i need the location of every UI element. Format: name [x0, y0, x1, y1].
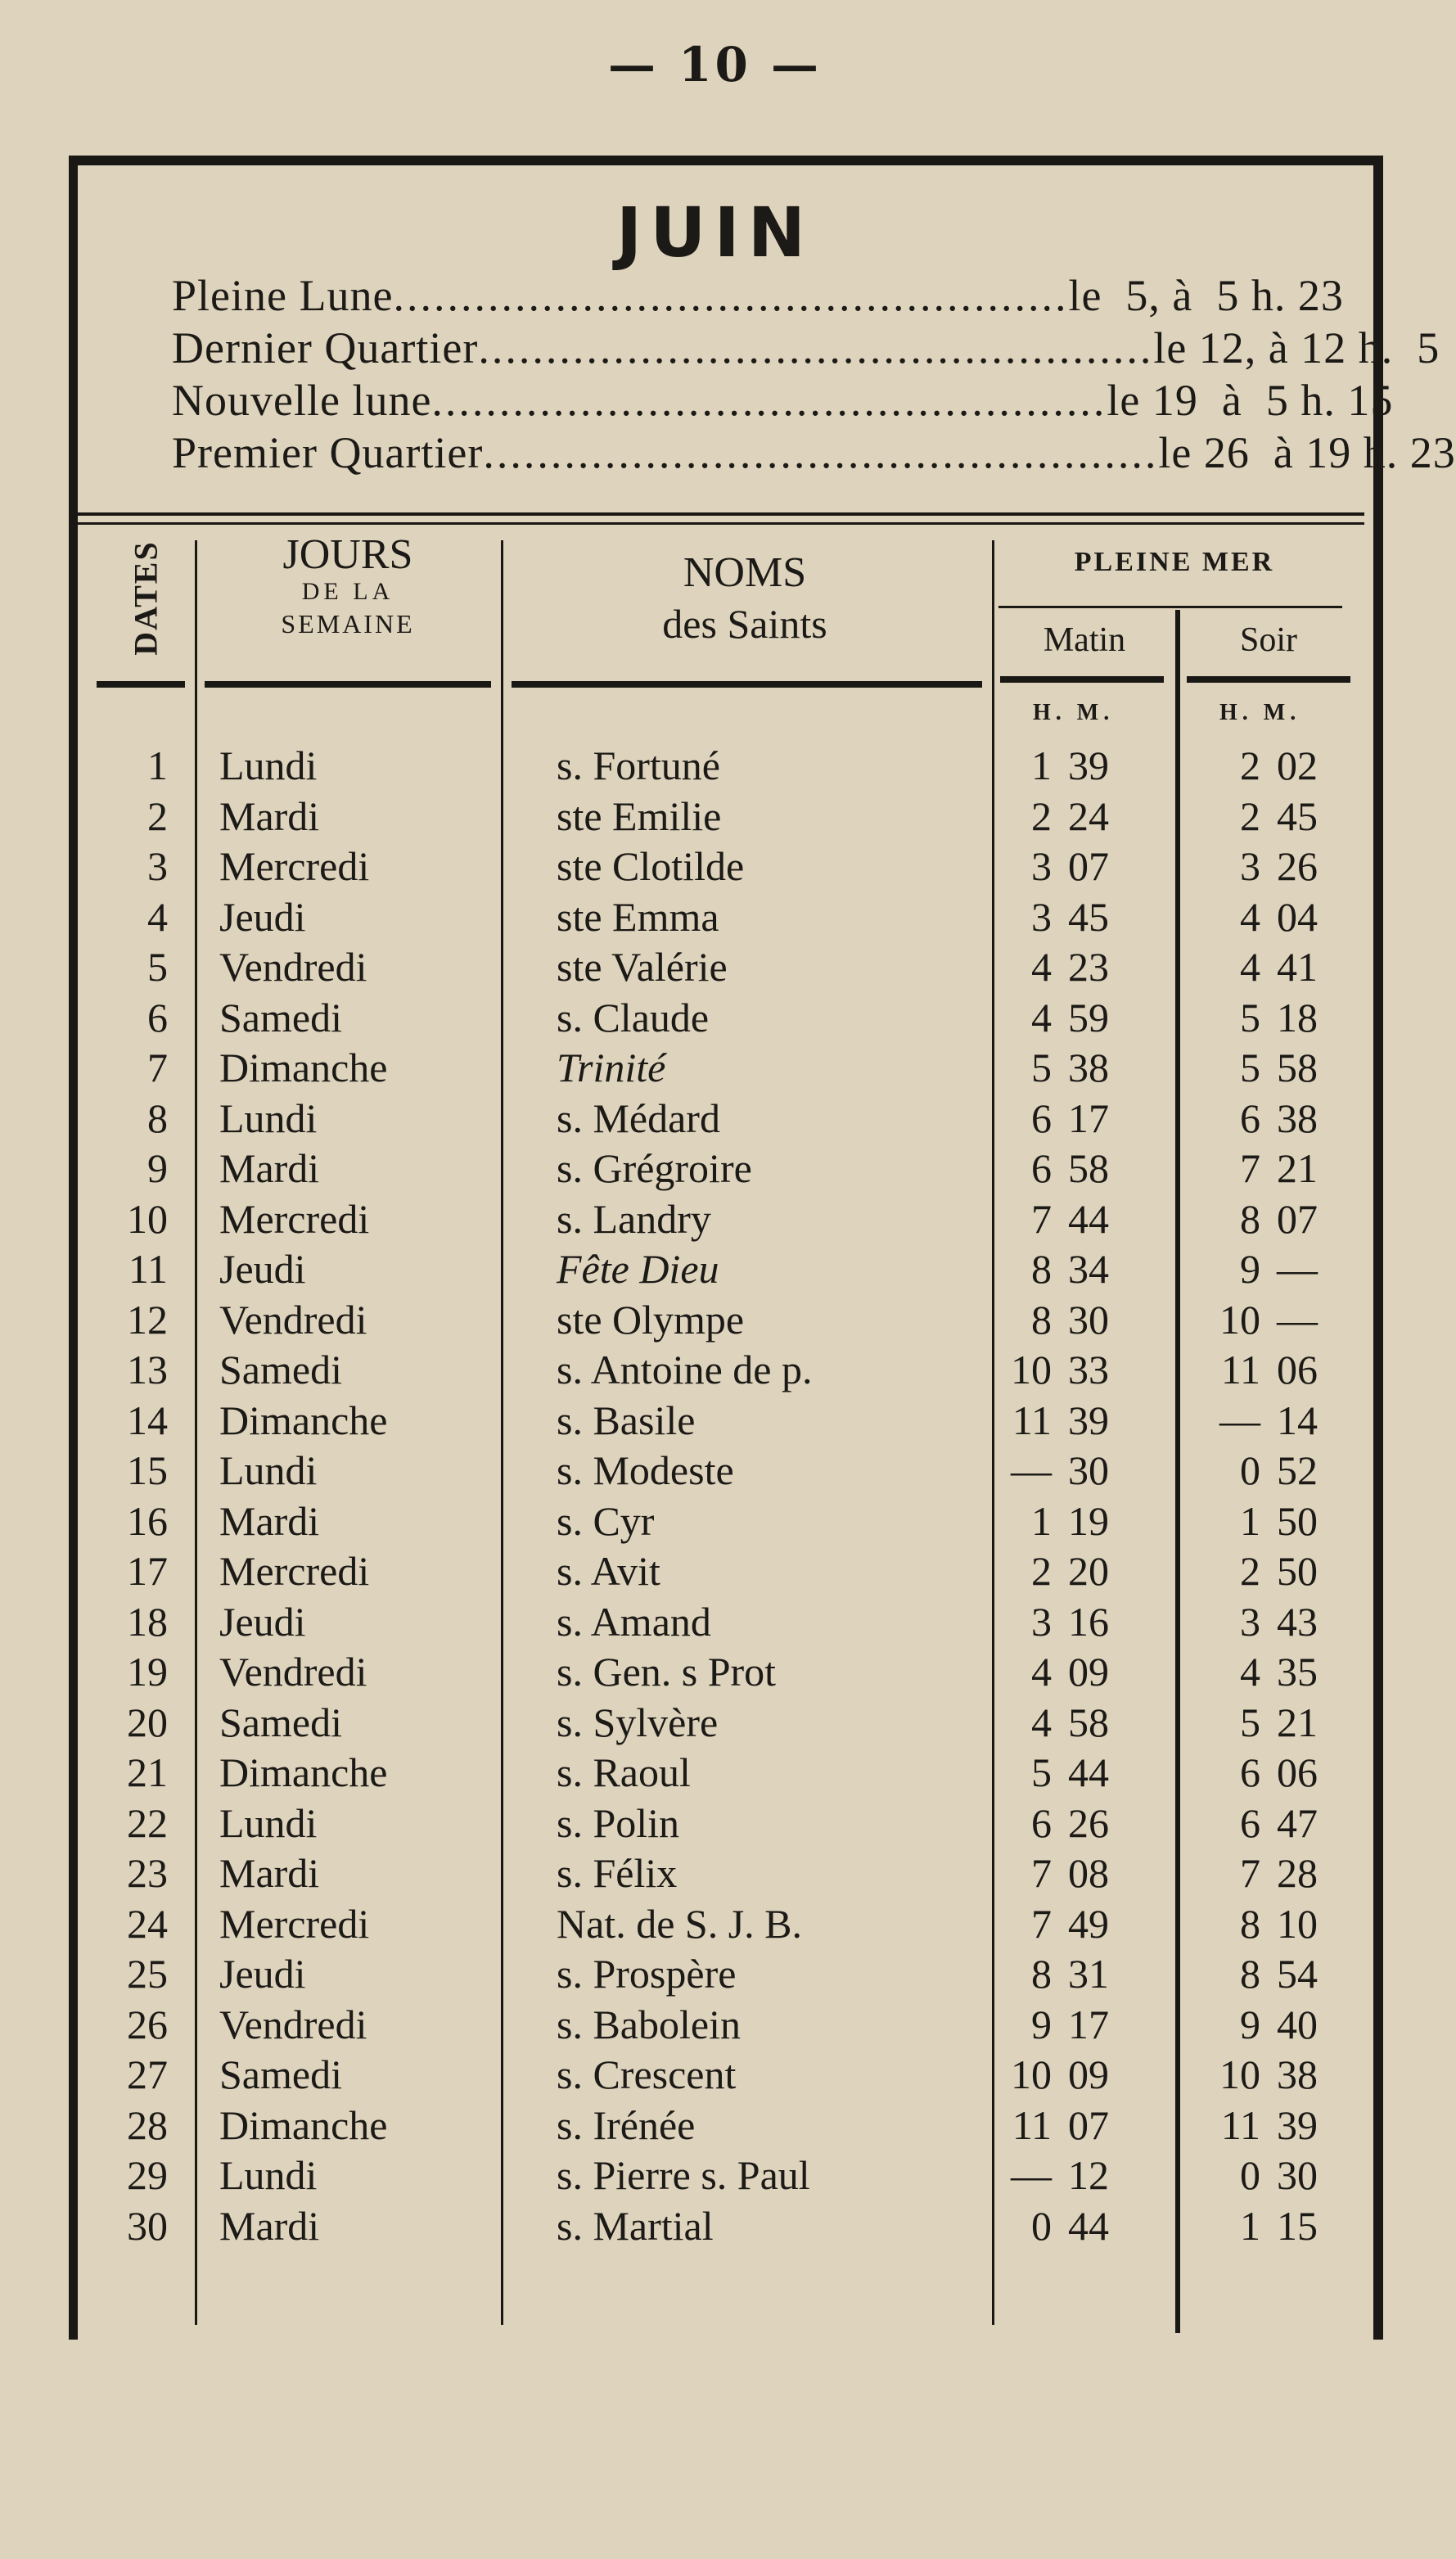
phase-name: Premier Quartier	[172, 428, 484, 477]
phase-date: le 5, à 5 h. 23	[1068, 271, 1344, 320]
table-row	[0, 1546, 1430, 1597]
evening-hour-cell: 10	[1219, 1296, 1260, 1343]
evening-hour-cell: 9	[1240, 1246, 1260, 1292]
leader-dots: ..................................................	[478, 323, 1154, 372]
date-cell: 13	[127, 1347, 168, 1392]
morning-minute-cell: 49	[1068, 1900, 1109, 1947]
morning-hour-cell: 8	[1031, 1951, 1052, 1997]
table-row	[0, 1043, 1430, 1094]
evening-hour-cell: —	[1219, 1397, 1260, 1443]
saint-cell: s. Babolein	[557, 2001, 741, 2047]
day-cell: Dimanche	[219, 2101, 388, 2148]
saint-cell: s. Sylvère	[557, 1699, 719, 1745]
table-row	[0, 741, 1430, 792]
morning-hour-cell: 7	[1031, 1850, 1052, 1896]
saint-cell: ste Olympe	[557, 1296, 745, 1343]
morning-minute-cell: 16	[1068, 1598, 1109, 1645]
table-row	[0, 1396, 1430, 1446]
morning-hour-cell: 11	[1012, 2101, 1052, 2148]
morning-hour-cell: 0	[1031, 2202, 1052, 2249]
day-cell: Jeudi	[219, 1598, 306, 1645]
saint-cell: s. Grégroire	[557, 1145, 752, 1191]
saint-cell: Fête Dieu	[557, 1246, 719, 1292]
phase-date: le 12, à 12 h. 5	[1153, 323, 1440, 372]
day-cell: Dimanche	[219, 1397, 388, 1443]
evening-hour-cell: 5	[1240, 994, 1260, 1040]
date-cell: 21	[127, 1749, 168, 1795]
date-cell: 5	[147, 944, 168, 990]
table-row	[0, 1144, 1430, 1194]
header-rule	[1000, 676, 1164, 683]
evening-hour-cell: 11	[1220, 1347, 1260, 1392]
morning-minute-cell: 12	[1068, 2152, 1109, 2198]
day-cell: Lundi	[219, 1799, 318, 1846]
evening-hour-cell: 4	[1240, 944, 1260, 990]
header-jours	[196, 532, 499, 642]
evening-minute-cell: 30	[1277, 2152, 1318, 2198]
date-cell: 2	[147, 792, 168, 839]
saint-cell: s. Médard	[557, 1094, 720, 1141]
morning-hour-cell: 10	[1011, 2051, 1052, 2097]
evening-hour-cell: 0	[1240, 2152, 1260, 2198]
table-row	[0, 1848, 1430, 1899]
saint-cell: s. Antoine de p.	[557, 1347, 813, 1392]
evening-minute-cell: 28	[1277, 1850, 1318, 1896]
morning-minute-cell: 39	[1068, 1397, 1109, 1443]
morning-hour-cell: 4	[1031, 994, 1052, 1040]
table-row	[0, 1496, 1430, 1547]
morning-minute-cell: 38	[1068, 1045, 1109, 1090]
saint-cell: s. Martial	[557, 2202, 714, 2249]
morning-minute-cell: 09	[1068, 2051, 1109, 2097]
date-cell: 6	[147, 994, 168, 1040]
header-soir: Soir	[1239, 621, 1297, 659]
day-cell: Samedi	[219, 2051, 342, 2097]
saint-cell: s. Avit	[557, 1548, 660, 1594]
phase-date: le 26 à 19 h. 23	[1158, 428, 1456, 477]
header-hm-matin: H. M.	[1033, 700, 1115, 725]
saint-cell: Trinité	[557, 1045, 666, 1090]
date-cell: 7	[147, 1045, 168, 1090]
header-jours-line3: SEMAINE	[281, 609, 415, 639]
evening-hour-cell: 4	[1240, 1649, 1260, 1695]
morning-minute-cell: 19	[1068, 1497, 1109, 1544]
evening-minute-cell: 52	[1277, 1447, 1318, 1493]
table-row	[0, 1899, 1430, 1950]
morning-minute-cell: 26	[1068, 1799, 1109, 1846]
saint-cell: s. Claude	[557, 994, 710, 1040]
leader-dots: ..................................................	[393, 271, 1069, 320]
header-noms	[503, 547, 986, 648]
morning-hour-cell: 2	[1031, 1548, 1052, 1594]
leader-dots: ..................................................	[483, 428, 1159, 477]
morning-hour-cell: 3	[1031, 1598, 1052, 1645]
moon-phase-row	[172, 323, 1440, 375]
morning-minute-cell: 59	[1068, 994, 1109, 1040]
moon-phase-row	[172, 270, 1344, 323]
date-cell: 4	[147, 893, 168, 940]
evening-minute-cell: 21	[1277, 1699, 1318, 1745]
morning-hour-cell: 9	[1031, 2001, 1052, 2047]
morning-hour-cell: 5	[1031, 1749, 1052, 1795]
morning-minute-cell: 07	[1068, 843, 1109, 889]
day-cell: Mercredi	[219, 1900, 370, 1947]
header-pleine-mer: PLEINE MER	[1074, 547, 1275, 577]
day-cell: Samedi	[219, 994, 342, 1040]
evening-hour-cell: 8	[1240, 1951, 1260, 1997]
moon-phase-row	[172, 427, 1456, 480]
morning-hour-cell: 8	[1031, 1246, 1052, 1292]
evening-hour-cell: 2	[1240, 792, 1260, 839]
morning-hour-cell: 10	[1011, 1347, 1052, 1392]
phase-name: Dernier Quartier	[172, 323, 479, 372]
morning-hour-cell: 11	[1012, 1397, 1052, 1443]
day-cell: Mardi	[219, 2202, 320, 2249]
saint-cell: s. Landry	[557, 1195, 711, 1242]
day-cell: Mardi	[219, 1850, 320, 1896]
table-row	[0, 1748, 1430, 1799]
date-cell: 25	[127, 1951, 168, 1997]
day-cell: Mardi	[219, 792, 320, 839]
day-cell: Samedi	[219, 1699, 342, 1745]
evening-hour-cell: 7	[1240, 1850, 1260, 1896]
date-cell: 30	[127, 2202, 168, 2249]
evening-minute-cell: 35	[1277, 1649, 1318, 1695]
phase-date: le 19 à 5 h. 15	[1107, 376, 1394, 425]
date-cell: 28	[127, 2101, 168, 2148]
table-row	[0, 1949, 1430, 2000]
saint-cell: s. Prospère	[557, 1951, 737, 1997]
evening-minute-cell: 38	[1277, 2051, 1318, 2097]
saint-cell: s. Raoul	[557, 1749, 691, 1795]
evening-minute-cell: 41	[1277, 944, 1318, 990]
evening-minute-cell: 45	[1277, 792, 1318, 839]
date-cell: 22	[127, 1799, 168, 1846]
date-cell: 1	[147, 742, 168, 788]
saint-cell: s. Basile	[557, 1397, 696, 1443]
saint-cell: ste Emma	[557, 893, 719, 940]
saint-cell: Nat. de S. J. B.	[557, 1900, 802, 1947]
header-rule	[97, 681, 185, 688]
header-rule	[998, 606, 1342, 608]
header-jours-line2: DE LA	[301, 578, 394, 605]
evening-minute-cell: 39	[1277, 2101, 1318, 2148]
table-row	[0, 2201, 1430, 2252]
saint-cell: s. Polin	[557, 1799, 680, 1846]
morning-hour-cell: —	[1011, 1447, 1052, 1493]
saint-cell: s. Crescent	[557, 2051, 737, 2097]
evening-minute-cell: 10	[1277, 1900, 1318, 1947]
date-cell: 23	[127, 1850, 168, 1896]
morning-minute-cell: 45	[1068, 893, 1109, 940]
morning-minute-cell: 44	[1068, 1749, 1109, 1795]
morning-hour-cell: 6	[1031, 1094, 1052, 1141]
evening-hour-cell: 8	[1240, 1900, 1260, 1947]
morning-minute-cell: 08	[1068, 1850, 1109, 1896]
header-hm-soir: H. M.	[1219, 700, 1301, 725]
morning-hour-cell: 6	[1031, 1799, 1052, 1846]
date-cell: 18	[127, 1598, 168, 1645]
morning-hour-cell: 5	[1031, 1045, 1052, 1090]
morning-hour-cell: 4	[1031, 1649, 1052, 1695]
date-cell: 19	[127, 1649, 168, 1695]
month-title: JUIN	[615, 192, 814, 273]
date-cell: 27	[127, 2051, 168, 2097]
morning-minute-cell: 44	[1068, 1195, 1109, 1242]
day-cell: Dimanche	[219, 1045, 388, 1090]
morning-minute-cell: 30	[1068, 1447, 1109, 1493]
morning-hour-cell: 4	[1031, 944, 1052, 990]
date-cell: 8	[147, 1094, 168, 1141]
date-cell: 10	[127, 1195, 168, 1242]
evening-minute-cell: —	[1277, 1246, 1318, 1292]
evening-hour-cell: 1	[1240, 1497, 1260, 1544]
day-cell: Jeudi	[219, 1951, 306, 1997]
evening-minute-cell: 43	[1277, 1598, 1318, 1645]
morning-minute-cell: 33	[1068, 1347, 1109, 1392]
date-cell: 14	[127, 1397, 168, 1443]
day-cell: Lundi	[219, 1094, 318, 1141]
evening-minute-cell: 04	[1277, 893, 1318, 940]
evening-hour-cell: 5	[1240, 1045, 1260, 1090]
saint-cell: s. Amand	[557, 1598, 711, 1645]
table-row	[0, 1597, 1430, 1648]
day-cell: Mardi	[219, 1145, 320, 1191]
header-noms-line1: NOMS	[683, 549, 807, 596]
evening-hour-cell: 10	[1219, 2051, 1260, 2097]
day-cell: Mercredi	[219, 843, 370, 889]
table-row	[0, 1244, 1430, 1295]
phase-name: Pleine Lune	[172, 271, 394, 320]
evening-minute-cell: 14	[1277, 1397, 1318, 1443]
table-row	[0, 1345, 1430, 1396]
morning-minute-cell: 30	[1068, 1296, 1109, 1343]
morning-hour-cell: 8	[1031, 1296, 1052, 1343]
day-cell: Mardi	[219, 1497, 320, 1544]
day-cell: Dimanche	[219, 1749, 388, 1795]
evening-hour-cell: 0	[1240, 1447, 1260, 1493]
date-cell: 26	[127, 2001, 168, 2047]
date-cell: 11	[128, 1246, 168, 1292]
day-cell: Samedi	[219, 1347, 342, 1392]
evening-minute-cell: 58	[1277, 1045, 1318, 1090]
date-cell: 29	[127, 2152, 168, 2198]
morning-minute-cell: 17	[1068, 1094, 1109, 1141]
morning-minute-cell: 23	[1068, 944, 1109, 990]
table-row	[0, 1295, 1430, 1346]
table-row	[0, 1698, 1430, 1749]
table-row	[0, 993, 1430, 1044]
header-matin: Matin	[1043, 621, 1126, 659]
header-dates	[105, 524, 187, 671]
morning-hour-cell: 4	[1031, 1699, 1052, 1745]
date-cell: 9	[147, 1145, 168, 1191]
evening-hour-cell: 11	[1220, 2101, 1260, 2148]
day-cell: Vendredi	[219, 2001, 367, 2047]
morning-minute-cell: 20	[1068, 1548, 1109, 1594]
evening-minute-cell: 50	[1277, 1548, 1318, 1594]
date-cell: 3	[147, 843, 168, 889]
date-cell: 15	[127, 1447, 168, 1493]
table-row	[0, 2000, 1430, 2051]
morning-hour-cell: —	[1011, 2152, 1052, 2198]
evening-minute-cell: 40	[1277, 2001, 1318, 2047]
day-cell: Lundi	[219, 742, 318, 788]
day-cell: Lundi	[219, 1447, 318, 1493]
date-cell: 20	[127, 1699, 168, 1745]
table-row	[0, 892, 1430, 943]
evening-minute-cell: 38	[1277, 1094, 1318, 1141]
evening-hour-cell: 2	[1240, 742, 1260, 788]
divider-rule	[78, 512, 1364, 516]
day-cell: Mercredi	[219, 1195, 370, 1242]
table-row	[0, 1194, 1430, 1245]
saint-cell: s. Irénée	[557, 2101, 696, 2148]
saint-cell: s. Fortuné	[557, 742, 720, 788]
morning-minute-cell: 24	[1068, 792, 1109, 839]
day-cell: Mercredi	[219, 1548, 370, 1594]
evening-hour-cell: 3	[1240, 1598, 1260, 1645]
morning-hour-cell: 7	[1031, 1900, 1052, 1947]
date-cell: 17	[127, 1548, 168, 1594]
table-row	[0, 942, 1430, 993]
table-row	[0, 2101, 1430, 2151]
evening-minute-cell: 54	[1277, 1951, 1318, 1997]
saint-cell: s. Modeste	[557, 1447, 734, 1493]
saint-cell: ste Clotilde	[557, 843, 745, 889]
morning-minute-cell: 34	[1068, 1246, 1109, 1292]
evening-minute-cell: 06	[1277, 1749, 1318, 1795]
evening-minute-cell: 06	[1277, 1347, 1318, 1392]
header-rule	[512, 681, 982, 688]
evening-hour-cell: 4	[1240, 893, 1260, 940]
table-row	[0, 2151, 1430, 2201]
morning-minute-cell: 07	[1068, 2101, 1109, 2148]
calendar-rows	[0, 741, 1430, 2251]
evening-hour-cell: 9	[1240, 2001, 1260, 2047]
table-row	[0, 1799, 1430, 1849]
evening-hour-cell: 6	[1240, 1094, 1260, 1141]
evening-hour-cell: 6	[1240, 1799, 1260, 1846]
morning-minute-cell: 39	[1068, 742, 1109, 788]
evening-hour-cell: 7	[1240, 1145, 1260, 1191]
evening-hour-cell: 6	[1240, 1749, 1260, 1795]
morning-hour-cell: 1	[1031, 1497, 1052, 1544]
day-cell: Lundi	[219, 2152, 318, 2198]
leader-dots: ..................................................	[431, 376, 1107, 425]
saint-cell: s. Félix	[557, 1850, 678, 1896]
evening-hour-cell: 1	[1240, 2202, 1260, 2249]
page-number: — 10 —	[607, 37, 823, 93]
saint-cell: s. Gen. s Prot	[557, 1649, 777, 1695]
morning-hour-cell: 2	[1031, 792, 1052, 839]
morning-minute-cell: 58	[1068, 1699, 1109, 1745]
divider-rule	[78, 522, 1364, 525]
day-cell: Jeudi	[219, 1246, 306, 1292]
evening-minute-cell: 07	[1277, 1195, 1318, 1242]
header-rule	[1187, 676, 1350, 683]
morning-minute-cell: 31	[1068, 1951, 1109, 1997]
saint-cell: ste Emilie	[557, 792, 722, 839]
table-row	[0, 842, 1430, 892]
evening-minute-cell: —	[1277, 1296, 1318, 1343]
evening-minute-cell: 15	[1277, 2202, 1318, 2249]
evening-hour-cell: 2	[1240, 1548, 1260, 1594]
evening-hour-cell: 8	[1240, 1195, 1260, 1242]
morning-minute-cell: 17	[1068, 2001, 1109, 2047]
evening-minute-cell: 18	[1277, 994, 1318, 1040]
date-cell: 12	[127, 1296, 168, 1343]
evening-minute-cell: 50	[1277, 1497, 1318, 1544]
table-row	[0, 1094, 1430, 1144]
header-rule	[205, 681, 491, 688]
header-dates-label: DATES	[127, 539, 165, 656]
evening-hour-cell: 3	[1240, 843, 1260, 889]
date-cell: 24	[127, 1900, 168, 1947]
table-row	[0, 1446, 1430, 1496]
day-cell: Jeudi	[219, 893, 306, 940]
header-jours-line1: JOURS	[282, 531, 413, 578]
morning-hour-cell: 3	[1031, 893, 1052, 940]
morning-minute-cell: 44	[1068, 2202, 1109, 2249]
morning-hour-cell: 3	[1031, 843, 1052, 889]
evening-minute-cell: 02	[1277, 742, 1318, 788]
day-cell: Vendredi	[219, 1296, 367, 1343]
saint-cell: ste Valérie	[557, 944, 728, 990]
evening-minute-cell: 21	[1277, 1145, 1318, 1191]
day-cell: Vendredi	[219, 1649, 367, 1695]
moon-phase-row	[172, 375, 1394, 427]
morning-minute-cell: 09	[1068, 1649, 1109, 1695]
header-noms-line2: des Saints	[662, 601, 827, 647]
evening-minute-cell: 26	[1277, 843, 1318, 889]
evening-hour-cell: 5	[1240, 1699, 1260, 1745]
saint-cell: s. Cyr	[557, 1497, 655, 1544]
morning-hour-cell: 6	[1031, 1145, 1052, 1191]
evening-minute-cell: 47	[1277, 1799, 1318, 1846]
date-cell: 16	[127, 1497, 168, 1544]
day-cell: Vendredi	[219, 944, 367, 990]
table-row	[0, 1647, 1430, 1698]
phase-name: Nouvelle lune	[172, 376, 432, 425]
morning-minute-cell: 58	[1068, 1145, 1109, 1191]
saint-cell: s. Pierre s. Paul	[557, 2152, 810, 2198]
table-row	[0, 2050, 1430, 2101]
table-row	[0, 792, 1430, 842]
morning-hour-cell: 7	[1031, 1195, 1052, 1242]
moon-phases	[172, 270, 1456, 480]
morning-hour-cell: 1	[1031, 742, 1052, 788]
